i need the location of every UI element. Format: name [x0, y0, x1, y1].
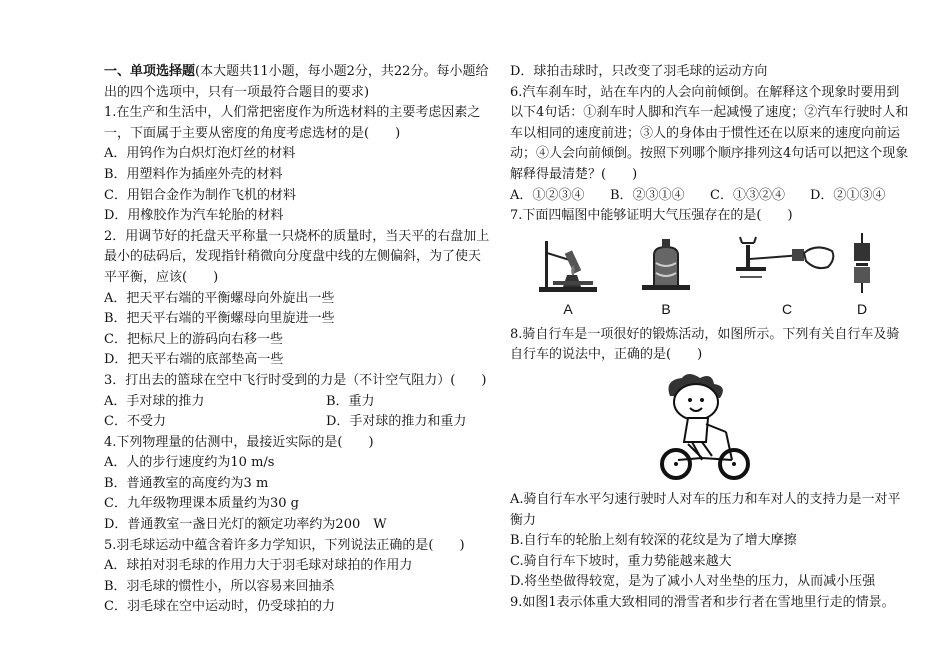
question-4-stem: 4.下列物理量的估测中，最接近实际的是( ) — [104, 434, 374, 450]
question-2-stem: 2．用调节好的托盘天平称量一只烧杯的质量时，当天平的右盘加上最小的砝码后，发现指针稍微向分度盘中线的左侧偏斜，为了使天平平衡，应该( ) — [104, 228, 490, 285]
question-9-stem: 9.如图1表示体重大致相同的滑雪者和步行者在雪地里行走的情景。 — [510, 594, 895, 610]
question-2-option-b: B．把天平右端的平衡螺母向里旋进一些 — [104, 311, 335, 327]
child-on-bicycle-illustration — [652, 372, 762, 482]
question-5-option-a: A．球拍对羽毛球的作用力大于羽毛球对球拍的作用力 — [104, 558, 413, 574]
question-3-option-b: B．重力 — [326, 393, 375, 409]
figure-d-illustration — [842, 233, 882, 295]
figure-d — [822, 233, 902, 320]
question-8-stem: 8.骑自行车是一项很好的锻炼活动，如图所示。下列有关自行车及骑自行车的说法中，正确的是( ) — [510, 326, 900, 363]
figure-b-illustration — [636, 233, 696, 295]
section-title: 一、单项选择题 — [104, 64, 196, 79]
question-1-option-b: B．用塑料作为插座外壳的材料 — [104, 166, 283, 182]
question-7-figures — [510, 233, 910, 325]
question-4-option-d: D．普通教室一盏日光灯的额定功率约为200 W — [104, 517, 387, 533]
question-1-option-a: A．用钨作为白炽灯泡灯丝的材料 — [104, 146, 296, 162]
question-8-option-b: B.自行车的轮胎上刻有较深的花纹是为了增大摩擦 — [510, 533, 797, 549]
question-6-option-d: D．②①③④ — [810, 187, 886, 203]
question-6-option-a: A．①②③④ — [510, 187, 585, 203]
question-3-option-c: C．不受力 — [104, 414, 166, 430]
question-8-option-c: C.骑自行车下坡时，重力势能越来越大 — [510, 553, 732, 569]
figure-b-label: B — [661, 300, 671, 317]
question-2-option-a: A．把天平右端的平衡螺母向外旋出一些 — [104, 290, 335, 306]
question-5-option-c: C．羽毛球在空中运动时，仍受球拍的力 — [104, 599, 335, 615]
question-6-option-c: C．①③②④ — [710, 187, 785, 203]
question-4-option-b: B．普通教室的高度约为3 m — [104, 475, 269, 491]
right-column — [510, 62, 910, 614]
question-1-option-c: C．用铝合金作为制作飞机的材料 — [104, 187, 296, 203]
section-header — [104, 62, 492, 103]
question-5-stem: 5.羽毛球运动中蕴含着许多力学知识，下列说法正确的是( ) — [104, 537, 465, 553]
question-4-option-c: C．九年级物理课本质量约为30 g — [104, 496, 299, 512]
question-6-option-b: B．②③①④ — [610, 187, 685, 203]
question-6-options — [510, 186, 910, 207]
question-5-option-b: B．羽毛球的惯性小，所以容易来回抽杀 — [104, 578, 335, 594]
question-6-stem: 6.汽车刹车时，站在车内的人会向前倾倒。在解释这个现象时要用到以下4句话：①刹车时人脚和汽车一起减慢了速度；②汽车行驶时人和车以相同的速度前进；③人的身体由于惯性还在以原来的速度向前运动；④人会向前倾倒。按照下列哪个顺序排列这4句话可以把这个现象解释得最清楚？( ) — [510, 84, 909, 182]
question-8-option-a: A.骑自行车水平匀速行驶时人对车的压力和车对人的支持力是一对平衡力 — [510, 491, 901, 528]
question-2-option-d: D．把天平右端的底部垫高一些 — [104, 352, 284, 368]
figure-a-illustration — [533, 233, 603, 295]
question-2-option-c: C．把标尺上的游码向右移一些 — [104, 331, 283, 347]
question-1-option-d: D．用橡胶作为汽车轮胎的材料 — [104, 208, 284, 224]
question-3-stem: 3．打出去的篮球在空中飞行时受到的力是（不计空气阻力）( ) — [104, 372, 487, 388]
question-7-stem: 7.下面四幅图中能够证明大气压强存在的是( ) — [510, 208, 793, 224]
bicycle-figure — [510, 372, 910, 482]
question-3-options-row-1 — [104, 392, 492, 413]
question-3-option-d: D．手对球的推力和重力 — [326, 414, 467, 430]
question-3-options-row-2 — [104, 412, 492, 433]
figure-d-label: D — [856, 300, 868, 317]
question-8-option-d: D.将坐垫做得较宽，是为了减小人对坐垫的压力，从而减小压强 — [510, 574, 876, 590]
figure-a — [528, 233, 608, 320]
figure-b — [626, 233, 706, 320]
section-description: (本大题共11小题，每小题2分，共22分。每小题给出的四个选项中，只有一项最符合题目的要求) — [104, 64, 489, 100]
question-1-stem: 1.在生产和生活中，人们常把密度作为所选材料的主要考虑因素之一，下面属于主要从密度的角度考虑选材的是( ) — [104, 105, 481, 141]
figure-c-label: C — [781, 300, 793, 317]
left-column — [104, 62, 492, 618]
question-5-option-d: D．球拍击球时，只改变了羽毛球的运动方向 — [510, 64, 768, 79]
figure-a-label: A — [563, 300, 573, 317]
question-4-option-a: A．人的步行速度约为10 m/s — [104, 455, 275, 471]
question-3-option-a: A．手对球的推力 — [104, 393, 205, 409]
